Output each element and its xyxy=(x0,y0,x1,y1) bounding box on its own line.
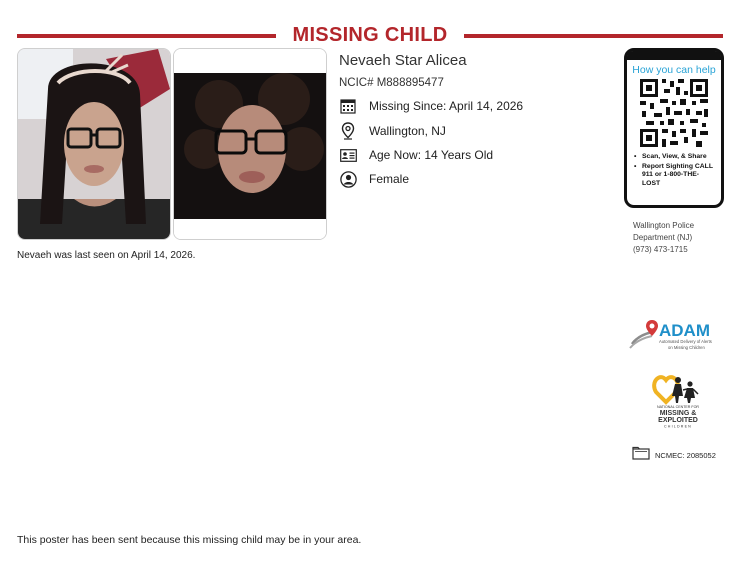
child-name: Nevaeh Star Alicea xyxy=(339,52,467,69)
ncmec-line-3: EXPLOITED xyxy=(658,417,698,424)
adam-name: ADAM xyxy=(659,321,710,340)
poster-footer-note: This poster has been sent because this missing child may be in your area. xyxy=(17,534,362,546)
qr-code[interactable] xyxy=(640,79,708,147)
adam-logo xyxy=(628,318,720,359)
ncic-number: NCIC# M888895477 xyxy=(339,77,444,89)
location-text: Wallington, NJ xyxy=(369,124,446,138)
adam-tagline-2: on Missing Children xyxy=(668,345,705,350)
help-steps-list xyxy=(632,153,717,189)
id-card-icon xyxy=(339,146,357,164)
case-number: NCMEC: 2085052 xyxy=(655,451,716,460)
adam-tagline-1: Automated Delivery of Alerts xyxy=(659,339,712,344)
missing-since-text: Missing Since: April 14, 2026 xyxy=(369,99,524,113)
child-photo-secondary xyxy=(173,48,327,240)
location-pin-icon xyxy=(339,122,357,140)
case-number-row xyxy=(632,446,716,465)
agency-phone[interactable]: (973) 473-1715 xyxy=(633,245,688,254)
agency-contact xyxy=(633,220,733,256)
ncmec-line-2: MISSING & xyxy=(659,410,697,417)
help-title: How you can help xyxy=(632,64,716,76)
location-row xyxy=(339,122,446,140)
agency-name-line2: Department (NJ) xyxy=(633,233,693,242)
phone-notch xyxy=(627,51,721,60)
header-rule-left xyxy=(17,34,276,38)
ncmec-logo xyxy=(648,370,708,435)
person-icon xyxy=(339,170,357,188)
age-text: Age Now: 14 Years Old xyxy=(369,148,494,162)
sex-text: Female xyxy=(369,172,410,186)
poster-title: MISSING CHILD xyxy=(292,24,448,46)
last-seen-caption: Nevaeh was last seen on April 14, 2026. xyxy=(17,250,196,261)
help-step-report: • Report Sighting CALL 911 or 1-800-THE-LOST xyxy=(632,163,717,189)
help-step-share: • Scan, View, & Share xyxy=(632,153,717,162)
sex-row xyxy=(339,170,409,188)
help-phone-panel xyxy=(624,48,724,208)
child-photo-primary xyxy=(17,48,171,240)
missing-since-row xyxy=(339,97,523,115)
ncmec-line-1: NATIONAL CENTER FOR xyxy=(657,405,699,409)
ncmec-line-4: CHILDREN xyxy=(664,424,692,429)
folder-icon xyxy=(632,446,650,465)
age-row xyxy=(339,146,493,164)
agency-name-line1: Wallington Police xyxy=(633,221,695,230)
calendar-icon xyxy=(339,97,357,115)
header-rule-right xyxy=(464,34,723,38)
